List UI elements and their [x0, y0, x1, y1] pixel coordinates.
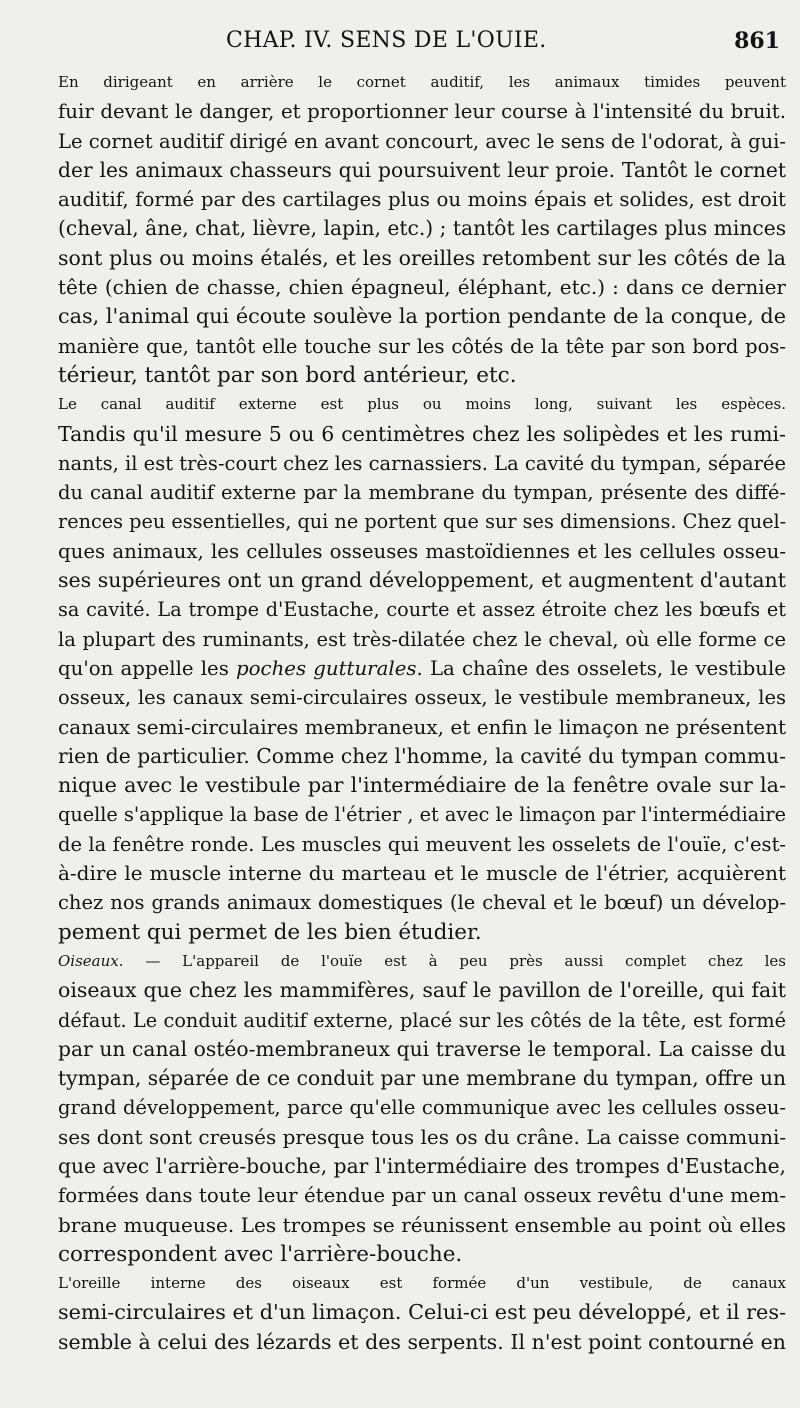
text-line	[36, 947, 786, 976]
page-header	[0, 28, 800, 64]
text-line: L'oreille interne des oiseaux est formée d'un vestibule, de canaux	[58, 1274, 786, 1293]
paragraph-4	[36, 1269, 786, 1357]
text-line: défaut. Le conduit auditif externe, placé sur les côtés de la tête, est formé	[58, 1008, 786, 1032]
page-number: 861	[734, 28, 780, 54]
text-line: nants, il est très-court chez les carnassiers. La cavité du tympan, séparée	[58, 451, 787, 475]
text-line: fuir devant le danger, et proportionner leur course à l'intensité du bruit.	[58, 100, 786, 124]
text-line: semi-circulaires et d'un limaçon. Celui-ci est peu développé, et il res-	[58, 1300, 786, 1325]
text-line: à-dire le muscle interne du marteau et le muscle de l'étrier, acquièrent	[58, 861, 786, 886]
text-line: grand développement, parce qu'elle communique avec les cellules osseu-	[58, 1096, 786, 1120]
text-line: ques animaux, les cellules osseuses mastoïdiennes et les cellules osseu-	[58, 539, 786, 563]
text-line: der les animaux chasseurs qui poursuivent leur proie. Tantôt le cornet	[58, 157, 786, 182]
paragraph-1	[36, 68, 786, 390]
text-line: correspondent avec l'arrière-bouche.	[58, 1241, 463, 1267]
paragraph-3	[36, 947, 786, 1269]
text-line: rences peu essentielles, qui ne portent que sur ses dimensions. Chez quel-	[58, 510, 787, 534]
text-line: tête (chien de chasse, chien épagneul, éléphant, etc.) : dans ce dernier	[58, 275, 786, 300]
text-line: sont plus ou moins étalés, et les oreilles retombent sur les côtés de la	[58, 245, 786, 270]
running-title: CHAP. IV. SENS DE L'OUIE.	[226, 28, 547, 53]
text-line: formées dans toute leur étendue par un canal osseux revêtu d'une mem-	[58, 1184, 786, 1208]
text-line: canaux semi-circulaires membraneux, et enfin le limaçon ne présentent	[58, 714, 786, 739]
text-segment: — L'appareil de l'ouïe est à peu près aussi complet chez les	[123, 951, 786, 970]
text-line: osseux, les canaux semi-circulaires osseux, le vestibule membraneux, les	[58, 686, 786, 710]
section-lead: Oiseaux.	[58, 951, 124, 970]
page-body	[36, 68, 786, 1357]
italic-term: poches gutturales	[235, 656, 417, 680]
text-line: térieur, tantôt par son bord antérieur, etc.	[58, 362, 517, 388]
paragraph-2	[36, 390, 786, 947]
text-line: ses supérieures ont un grand développement, et augmentent d'autant	[58, 568, 786, 593]
text-line: que avec l'arrière-bouche, par l'intermédiaire des trompes d'Eustache,	[58, 1153, 786, 1178]
text-line: cas, l'animal qui écoute soulève la portion pendante de la conque, de	[58, 304, 786, 329]
text-line: manière que, tantôt elle touche sur les côtés de la tête par son bord pos-	[58, 334, 786, 358]
text-line: Le canal auditif externe est plus ou moins long, suivant les espèces.	[58, 395, 786, 414]
text-segment: . La chaîne des osselets, le vestibule	[416, 656, 786, 680]
text-line: Le cornet auditif dirigé en avant concourt, avec le sens de l'odorat, à gui-	[58, 129, 786, 153]
text-line: chez nos grands animaux domestiques (le cheval et le bœuf) un dévelop-	[58, 891, 786, 915]
text-line: par un canal ostéo-membraneux qui traverse le temporal. La caisse du	[58, 1036, 786, 1061]
text-line: rien de particulier. Comme chez l'homme, la cavité du tympan commu-	[58, 743, 786, 768]
text-line: nique avec le vestibule par l'intermédiaire de la fenêtre ovale sur la-	[58, 773, 786, 798]
text-line: brane muqueuse. Les trompes se réunissent ensemble au point où elles	[58, 1212, 786, 1237]
text-segment: qu'on appelle les	[58, 656, 236, 680]
text-line: la plupart des ruminants, est très-dilatée chez le cheval, où elle forme ce	[58, 627, 786, 651]
text-line: tympan, séparée de ce conduit par une membrane du tympan, offre un	[58, 1066, 786, 1091]
text-line: auditif, formé par des cartilages plus ou moins épais et solides, est droit	[58, 188, 786, 212]
text-line: du canal auditif externe par la membrane du tympan, présente des diffé-	[58, 481, 786, 505]
text-line: quelle s'applique la base de l'étrier , et avec le limaçon par l'intermédiaire	[58, 803, 786, 827]
text-line	[36, 654, 786, 683]
text-line: oiseaux que chez les mammifères, sauf le pavillon de l'oreille, qui fait	[58, 978, 786, 1003]
text-line: pement qui permet de les bien étudier.	[58, 919, 482, 945]
text-line: Tandis qu'il mesure 5 ou 6 centimètres chez les solipèdes et les rumi-	[58, 421, 786, 446]
text-line: sa cavité. La trompe d'Eustache, courte et assez étroite chez les bœufs et	[58, 598, 786, 622]
text-line: ses dont sont creusés presque tous les os du crâne. La caisse communi-	[58, 1124, 787, 1149]
text-line: de la fenêtre ronde. Les muscles qui meuvent les osselets de l'ouïe, c'est-	[58, 832, 786, 856]
text-line: En dirigeant en arrière le cornet auditif, les animaux timides peuvent	[58, 73, 786, 91]
text-line: (cheval, âne, chat, lièvre, lapin, etc.) ; tantôt les cartilages plus minces	[58, 216, 787, 241]
text-line: semble à celui des lézards et des serpents. Il n'est point contourné en	[58, 1329, 786, 1354]
